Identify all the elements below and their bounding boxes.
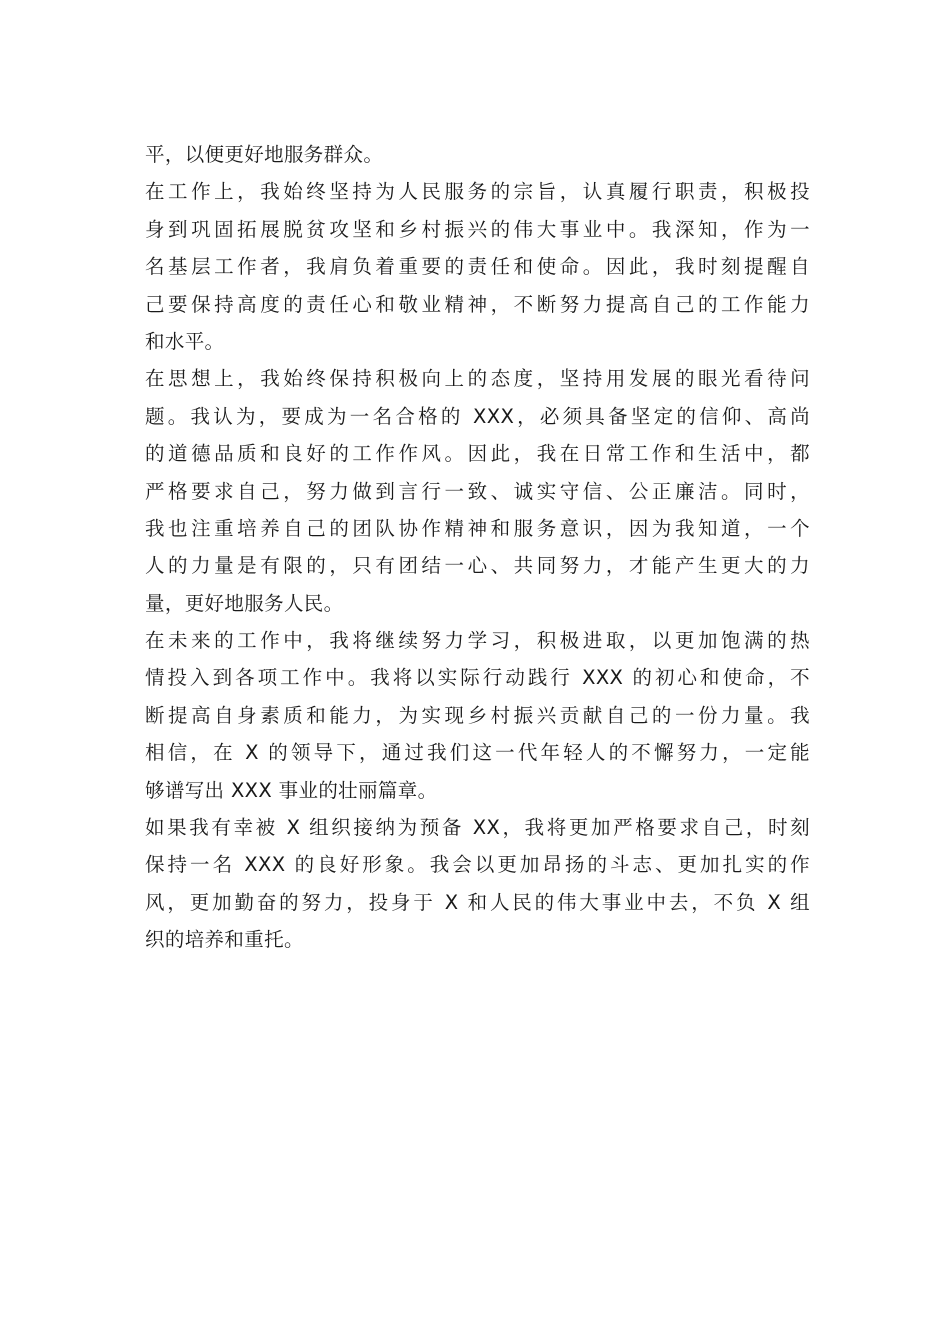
text-line: 如果我有幸被 X 组织接纳为预备 XX，我将更加严格要求自己，时刻: [145, 816, 810, 840]
text-line: 够谱写出 XXX 事业的壮丽篇章。: [145, 778, 438, 802]
text-line: 相信，在 X 的领导下，通过我们这一代年轻人的不懈努力，一定能: [145, 741, 810, 765]
text-line: 平，以便更好地服务群众。: [145, 143, 384, 166]
text-line: 断提高自身素质和能力，为实现乡村振兴贡献自己的一份力量。我: [145, 703, 810, 727]
paragraph-future: [145, 622, 810, 809]
text-line: 己要保持高度的责任心和敬业精神，不断努力提高自己的工作能力: [145, 292, 810, 316]
text-line: 题。我认为，要成为一名合格的 XXX，必须具备坚定的信仰、高尚: [145, 404, 810, 428]
text-line: 风，更加勤奋的努力，投身于 X 和人民的伟大事业中去，不负 X 组: [145, 890, 810, 914]
text-line: 量，更好地服务人民。: [145, 591, 344, 615]
text-line: 在思想上，我始终保持积极向上的态度，坚持用发展的眼光看待问: [145, 367, 810, 391]
paragraph-commitment: [145, 809, 810, 959]
text-line: 和水平。: [145, 329, 225, 353]
document-body: [145, 136, 810, 959]
paragraph-continuation: [145, 136, 810, 173]
text-line: 我也注重培养自己的团队协作精神和服务意识，因为我知道，一个: [145, 516, 810, 540]
text-line: 在工作上，我始终坚持为人民服务的宗旨，认真履行职责，积极投: [145, 180, 810, 204]
text-line: 身到巩固拓展脱贫攻坚和乡村振兴的伟大事业中。我深知，作为一: [145, 217, 810, 241]
text-line: 的道德品质和良好的工作作风。因此，我在日常工作和生活中，都: [145, 442, 810, 466]
text-line: 严格要求自己，努力做到言行一致、诚实守信、公正廉洁。同时，: [145, 479, 810, 503]
paragraph-work: [145, 173, 810, 360]
text-line: 保持一名 XXX 的良好形象。我会以更加昂扬的斗志、更加扎实的作: [145, 853, 810, 877]
text-line: 在未来的工作中，我将继续努力学习，积极进取，以更加饱满的热: [145, 629, 810, 653]
paragraph-thought: [145, 360, 810, 622]
text-line: 名基层工作者，我肩负着重要的责任和使命。因此，我时刻提醒自: [145, 255, 810, 279]
text-line: 情投入到各项工作中。我将以实际行动践行 XXX 的初心和使命，不: [145, 666, 810, 690]
text-line: 织的培养和重托。: [145, 928, 304, 952]
text-line: 人的力量是有限的，只有团结一心、共同努力，才能产生更大的力: [145, 554, 810, 578]
